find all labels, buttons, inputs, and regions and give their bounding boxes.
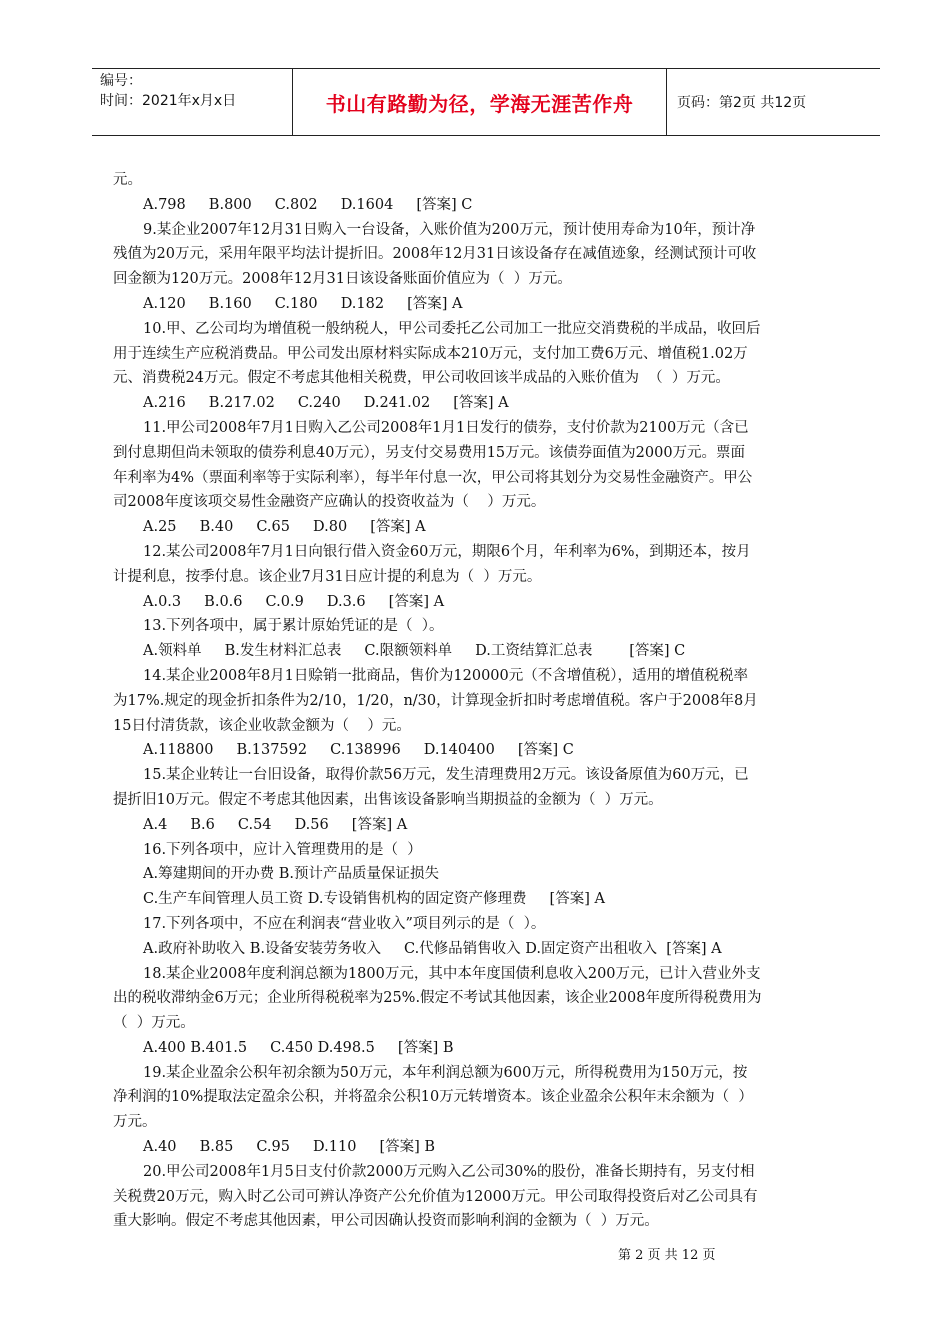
text-line: 15日付清货款，该企业收款金额为（ ）元。 bbox=[113, 717, 411, 734]
page-footer: 第 2 页 共 12 页 bbox=[618, 1248, 716, 1263]
text-line: （ ）万元。 bbox=[113, 1015, 195, 1032]
text-line: A.798 B.800 C.802 D.1604 [答案] C bbox=[143, 196, 473, 213]
text-line: 元、消费税24万元。假定不考虑其他相关税费，甲公司收回该半成品的入账价值为 （ ）万元。 bbox=[113, 370, 730, 387]
text-line: 9.某企业2007年12月31日购入一台设备，入账价值为200万元，预计使用寿命为10年，预计净 bbox=[143, 221, 756, 238]
text-line: 计提利息，按季付息。该企业7月31日应计提的利息为（ ）万元。 bbox=[113, 568, 542, 585]
text-line: A.0.3 B.0.6 C.0.9 D.3.6 [答案] A bbox=[143, 593, 445, 610]
text-line: 关税费20万元，购入时乙公司可辨认净资产公允价值为12000万元。甲公司取得投资后对乙公司具有 bbox=[113, 1188, 758, 1205]
text-line: 15.某企业转让一台旧设备，取得价款56万元，发生清理费用2万元。该设备原值为60万元，已 bbox=[143, 767, 749, 784]
text-line: A.120 B.160 C.180 D.182 [答案] A bbox=[143, 295, 463, 312]
text-line: A.25 B.40 C.65 D.80 [答案] A bbox=[143, 519, 426, 536]
text-line: 万元。 bbox=[113, 1114, 157, 1131]
text-line: 为17%.规定的现金折扣条件为2/10，1/20，n/30，计算现金折扣时考虑增值税。客户于2008年8月 bbox=[113, 692, 758, 709]
text-line: 司2008年度该项交易性金融资产应确认的投资收益为（ ）万元。 bbox=[113, 494, 546, 511]
text-line: 用于连续生产应税消费品。甲公司发出原材料实际成本210万元，支付加工费6万元、增值税1.02万 bbox=[113, 345, 748, 362]
text-line: 年利率为4%（票面利率等于实际利率），每半年付息一次，甲公司将其划分为交易性金融资产。甲公 bbox=[113, 469, 753, 486]
text-line: 出的税收滞纳金6万元；企业所得税税率为25%.假定不考试其他因素，该企业2008年度所得税费用为 bbox=[113, 990, 762, 1007]
text-line: A.领料单 B.发生材料汇总表 C.限额领料单 D.工资结算汇总表 [答案] C bbox=[143, 643, 686, 660]
header-info-cell bbox=[92, 69, 293, 135]
text-line: 提折旧10万元。假定不考虑其他因素，出售该设备影响当期损益的金额为（ ）万元。 bbox=[113, 791, 663, 808]
document-body bbox=[113, 168, 859, 1234]
header-motto: 书山有路勤为径，学海无涯苦作舟 bbox=[293, 69, 667, 135]
text-line: 13.下列各项中，属于累计原始凭证的是（ ）。 bbox=[143, 618, 444, 635]
text-line: 17.下列各项中，不应在利润表“营业收入”项目列示的是（ ）。 bbox=[143, 915, 546, 932]
text-line: A.216 B.217.02 C.240 D.241.02 [答案] A bbox=[143, 395, 509, 412]
page-header bbox=[92, 68, 880, 136]
text-line: A.400 B.401.5 C.450 D.498.5 [答案] B bbox=[143, 1039, 454, 1056]
text-line: 残值为20万元，采用年限平均法计提折旧。2008年12月31日该设备存在减值迹象，经测试预计可收 bbox=[113, 246, 757, 263]
text-line: 重大影响。假定不考虑其他因素，甲公司因确认投资而影响利润的金额为（ ）万元。 bbox=[113, 1213, 659, 1230]
text-line: 19.某企业盈余公积年初余额为50万元，本年利润总额为600万元，所得税费用为150万元，按 bbox=[143, 1064, 748, 1081]
text-line: C.生产车间管理人员工资 D.专设销售机构的固定资产修理费 [答案] A bbox=[143, 891, 605, 908]
text-line: 14.某企业2008年8月1日赊销一批商品，售价为120000元（不含增值税），适用的增值税税率 bbox=[143, 667, 749, 684]
text-line: 净利润的10%提取法定盈余公积，并将盈余公积10万元转增资本。该企业盈余公积年末余额为（ ） bbox=[113, 1089, 753, 1106]
text-line: A.筹建期间的开办费 B.预计产品质量保证损失 bbox=[143, 866, 439, 883]
text-line: 16.下列各项中，应计入管理费用的是（ ） bbox=[143, 841, 422, 858]
header-page-label: 页码：第2页 共12页 bbox=[677, 95, 807, 111]
text-line: 回金额为120万元。2008年12月31日该设备账面价值应为（ ）万元。 bbox=[113, 271, 572, 288]
text-line: 10.甲、乙公司均为增值税一般纳税人，甲公司委托乙公司加工一批应交消费税的半成品，收回后 bbox=[143, 320, 761, 337]
text-line: 20.甲公司2008年1月5日支付价款2000万元购入乙公司30%的股份，准备长期持有，另支付相 bbox=[143, 1163, 755, 1180]
header-id-label: 编号： bbox=[100, 73, 142, 89]
text-line: A.40 B.85 C.95 D.110 [答案] B bbox=[143, 1139, 436, 1156]
text-line: 11.甲公司2008年7月1日购入乙公司2008年1月1日发行的债券，支付价款为2100万元（含已 bbox=[143, 419, 749, 436]
text-line: 18.某企业2008年度利润总额为1800万元，其中本年度国债利息收入200万元，已计入营业外支 bbox=[143, 965, 761, 982]
text-line: A.118800 B.137592 C.138996 D.140400 [答案] C bbox=[143, 742, 574, 759]
text-line: A.4 B.6 C.54 D.56 [答案] A bbox=[143, 816, 408, 833]
text-line: 元。 bbox=[113, 172, 142, 188]
header-date-label: 时间：2021年x月x日 bbox=[100, 93, 237, 109]
text-line: A.政府补助收入 B.设备安装劳务收入 C.代修品销售收入 D.固定资产出租收入 [答案] A bbox=[143, 940, 722, 957]
text-line: 12.某公司2008年7月1日向银行借入资金60万元，期限6个月，年利率为6%，到期还本，按月 bbox=[143, 543, 751, 560]
text-line: 到付息期但尚未领取的债券利息40万元），另支付交易费用15万元。该债券面值为2000万元。票面 bbox=[113, 444, 746, 461]
